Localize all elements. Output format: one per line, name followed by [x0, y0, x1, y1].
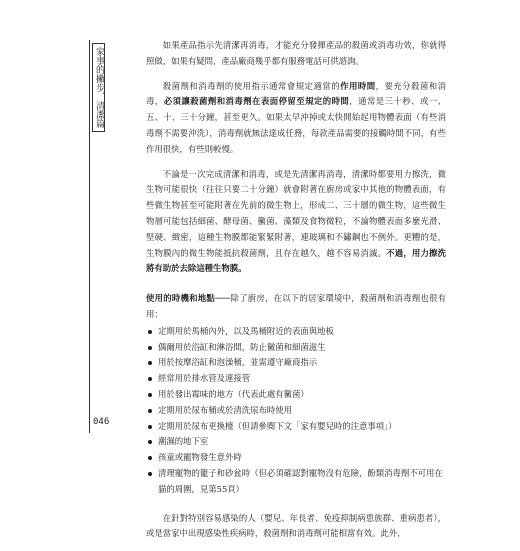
paragraph-text: 如果產品指示先清潔再消毒，才能充分發揮產品的殺菌或消毒功效，你就得照做，如果有疑問，產品廠商幾乎都有服務電話可供諮詢。: [146, 40, 446, 66]
bullet-item: 孩童或寵物發生意外時: [146, 450, 446, 466]
bullet-item: 偶爾用於浴缸和淋浴間，防止黴菌和細菌滋生: [146, 340, 446, 356]
paragraph-text: 不論是一次完成清潔和消毒，或是先清潔再消毒，清潔時都要用力擦洗，微生物可能很快（往往只要二十分鐘）就會附著在廚房或家中其他的物體表面，有些微生物甚至可能附著在先前的微生物上，形成二、三十層的微生物，這些微生物層可能包括細菌、酵母菌、黴菌、藻類及食物微粒，不論物體表面多麼光滑、堅硬、緻密，這種生物膜都能緊緊附著，連玻璃和不鏽鋼也不例外。更糟的是，生物膜內的微生物能抵抗殺菌劑，且存在越久，越不容易消滅。: [146, 168, 446, 258]
section-heading-line: [146, 291, 446, 323]
section-dash: ───: [215, 293, 231, 304]
paragraph-text: ，通常是三十秒、或一、五、十、三十分鐘，甚至更久。如果太早沖掉或太快開始起用物體表面（有些消毒劑不需要沖洗），消毒劑就無法達成任務，每款產品需要的接觸時間不同，有些作用很快，有些則較慢。: [146, 96, 447, 154]
bullet-item: 清理寵物的籠子和砂盆時（但必須確認對寵物沒有危險，酚類消毒劑不可用在貓的周圍，見第55頁）: [146, 466, 446, 498]
section-title: 使用的時機和地點: [146, 293, 216, 304]
page-body: [146, 38, 446, 551]
bold-emphasis: 作用時間: [340, 80, 376, 91]
bold-emphasis: 必須讓殺菌劑和消毒劑在表面停留至規定的時間: [163, 96, 350, 107]
paragraph-text: ，要充分殺菌和消毒，: [146, 80, 447, 107]
paragraph-text: 殺菌劑和消毒劑的使用指示通常會規定適當的: [162, 80, 341, 91]
side-vertical-rule: [89, 40, 90, 433]
bullet-item: 潮濕的地下室: [146, 434, 446, 450]
bullet-item: 用於發出霉味的地方（代表此處有黴菌）: [146, 387, 446, 403]
paragraph-3: [146, 167, 446, 278]
bullet-item: 定期用於尿布桶或於清洗尿布時使用: [146, 403, 446, 419]
page-number: 046: [93, 417, 110, 427]
bold-emphasis: 不過，用力擦洗將有助於去除這種生物膜。: [146, 247, 447, 274]
bullet-item: 經常用於排水管及連接管: [146, 371, 446, 387]
bullet-item: 定期用於馬桶內外，以及馬桶附近的表面與地板: [146, 324, 446, 340]
paragraph-1: [146, 38, 446, 70]
paragraph-2: [146, 79, 446, 158]
section-intro: 除了廚房，在以下的居家環境中，殺菌劑和消毒劑也很有用：: [146, 293, 447, 319]
usage-bullet-list: [146, 324, 446, 498]
bullet-item: 定期用於尿布更換檯（但請參閱下文「家有嬰兒時的注意事項」）: [146, 419, 446, 435]
bullet-item: 用於按摩浴缸和泡澡桶，並需遵守廠商指示: [146, 355, 446, 371]
chapter-side-label: 家事的撇步．清潔篇: [92, 43, 105, 132]
paragraph-4: 在針對特別容易感染的人（嬰兒、年長者、免疫抑制病患族群、重病患者），或是當家中出現感染性疾病時，殺菌劑和消毒劑可能相當有效。此外，: [146, 512, 446, 539]
